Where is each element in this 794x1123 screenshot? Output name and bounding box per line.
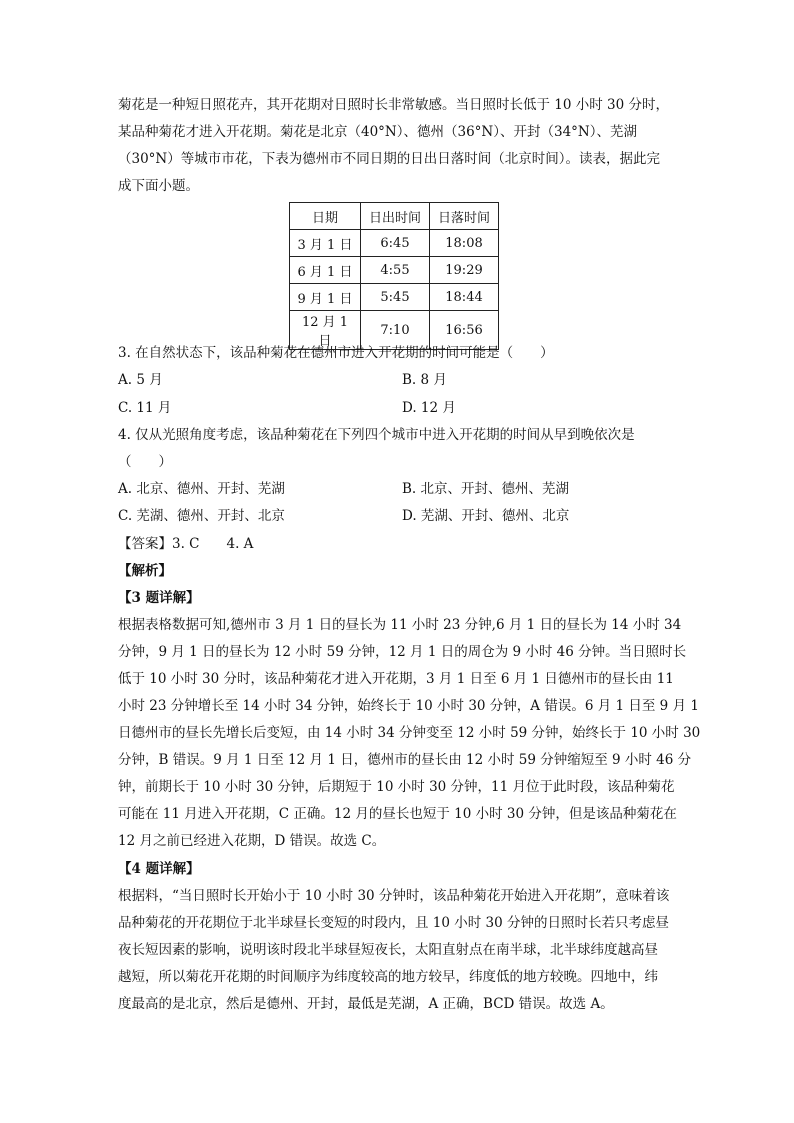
question-4-option-d: D. 芜湖、开封、德州、北京 [402,508,570,524]
detail-4-line: 越短，所以菊花开花期的时间顺序为纬度较高的地方较早，纬度低的地方较晚。四地中，纬 [118,969,658,985]
table-cell: 18:44 [430,284,499,311]
table-cell: 5:45 [361,284,430,311]
table-header: 日期 [290,203,361,230]
detail-4-line: 根据料，“当日照时长开始小于 10 小时 30 分钟时，该品种菊花开始进入开花期”，意味着该 [118,888,670,904]
question-4-option-c: C. 芜湖、德州、开封、北京 [118,508,285,524]
question-4-stem: 4. 仅从光照角度考虑，该品种菊花在下列四个城市中进入开花期的时间从早到晚依次是 [118,427,635,443]
detail-3-line: 分钟，B 错误。9 月 1 日至 12 月 1 日，德州市的昼长由 12 小时 59 分钟缩短至 9 小时 46 分 [118,752,692,768]
detail-3-line: 12 月之前已经进入花期，D 错误。故选 C。 [118,833,386,849]
table-row [290,230,499,257]
table-cell: 12 月 1 日 [290,311,361,350]
table-header: 日落时间 [430,203,499,230]
question-3-option-b: B. 8 月 [402,372,447,388]
table-header-row [290,203,499,230]
table-cell: 16:56 [430,311,499,350]
detail-3-line: 分钟，9 月 1 日的昼长为 12 小时 59 分钟，12 月 1 日的周仓为 9 小时 46 分钟。当日照时长 [118,644,687,660]
table-cell: 6 月 1 日 [290,257,361,284]
table-cell: 6:45 [361,230,430,257]
detail-3-line: 钟，前期长于 10 小时 30 分钟，后期短于 10 小时 30 分钟，11 月位于此时段，该品种菊花 [118,779,675,795]
answer-line: 【答案】3. C 4. A [118,536,254,552]
question-3-option-c: C. 11 月 [118,400,172,416]
detail-3-heading: 【3 题详解】 [118,590,200,606]
table-cell: 7:10 [361,311,430,350]
detail-4-line: 品种菊花的开花期位于北半球昼长变短的时段内，且 10 小时 30 分钟的日照时长若只考虑昼 [118,915,670,931]
detail-3-line: 小时 23 分钟增长至 14 小时 34 分钟，始终长于 10 小时 30 分钟，A 错误。6 月 1 日至 9 月 1 [118,698,699,714]
detail-3-line: 低于 10 小时 30 分时，该品种菊花才进入开花期，3 月 1 日至 6 月 1 日德州市的昼长由 11 [118,671,674,687]
intro-line-4: 成下面小题。 [118,178,199,194]
detail-4-line: 度最高的是北京，然后是德州、开封，最低是芜湖，A 正确，BCD 错误。故选 A。 [118,996,614,1012]
detail-4-heading: 【4 题详解】 [118,861,200,877]
question-3-option-a: A. 5 月 [118,372,163,388]
table-header: 日出时间 [361,203,430,230]
intro-line-1: 菊花是一种短日照花卉，其开花期对日照时长非常敏感。当日照时长低于 10 小时 30 分时， [118,97,670,113]
analysis-heading: 【解析】 [118,563,172,579]
intro-line-2: 某品种菊花才进入开花期。菊花是北京（40°N）、德州（36°N）、开封（34°N）、芜湖 [118,124,637,140]
detail-3-line: 根据表格数据可知,德州市 3 月 1 日的昼长为 11 小时 23 分钟,6 月 1 日的昼长为 14 小时 34 [118,617,682,633]
sunrise-sunset-table [289,202,499,350]
table-row [290,284,499,311]
table-cell: 4:55 [361,257,430,284]
detail-3-line: 可能在 11 月进入开花期，C 正确。12 月的昼长也短于 10 小时 30 分钟，但是该品种菊花在 [118,806,677,822]
table-cell: 9 月 1 日 [290,284,361,311]
question-3-option-d: D. 12 月 [402,400,456,416]
table-cell: 19:29 [430,257,499,284]
question-4-option-a: A. 北京、德州、开封、芜湖 [118,481,285,497]
table-row [290,257,499,284]
question-4-option-b: B. 北京、开封、德州、芜湖 [402,481,570,497]
question-4-stem-bracket: （ ） [118,454,172,470]
table-cell: 3 月 1 日 [290,230,361,257]
intro-line-3: （30°N）等城市市花，下表为德州市不同日期的日出日落时间（北京时间）。读表，据此完 [118,151,660,167]
question-3-stem: 3. 在自然状态下，该品种菊花在德州市进入开花期的时间可能是（ ） [118,345,554,361]
detail-4-line: 夜长短因素的影响，说明该时段北半球昼短夜长，太阳直射点在南半球，北半球纬度越高昼 [118,942,658,958]
detail-3-line: 日德州市的昼长先增长后变短，由 14 小时 34 分钟变至 12 小时 59 分钟，始终长于 10 小时 30 [118,725,701,741]
table-cell: 18:08 [430,230,499,257]
